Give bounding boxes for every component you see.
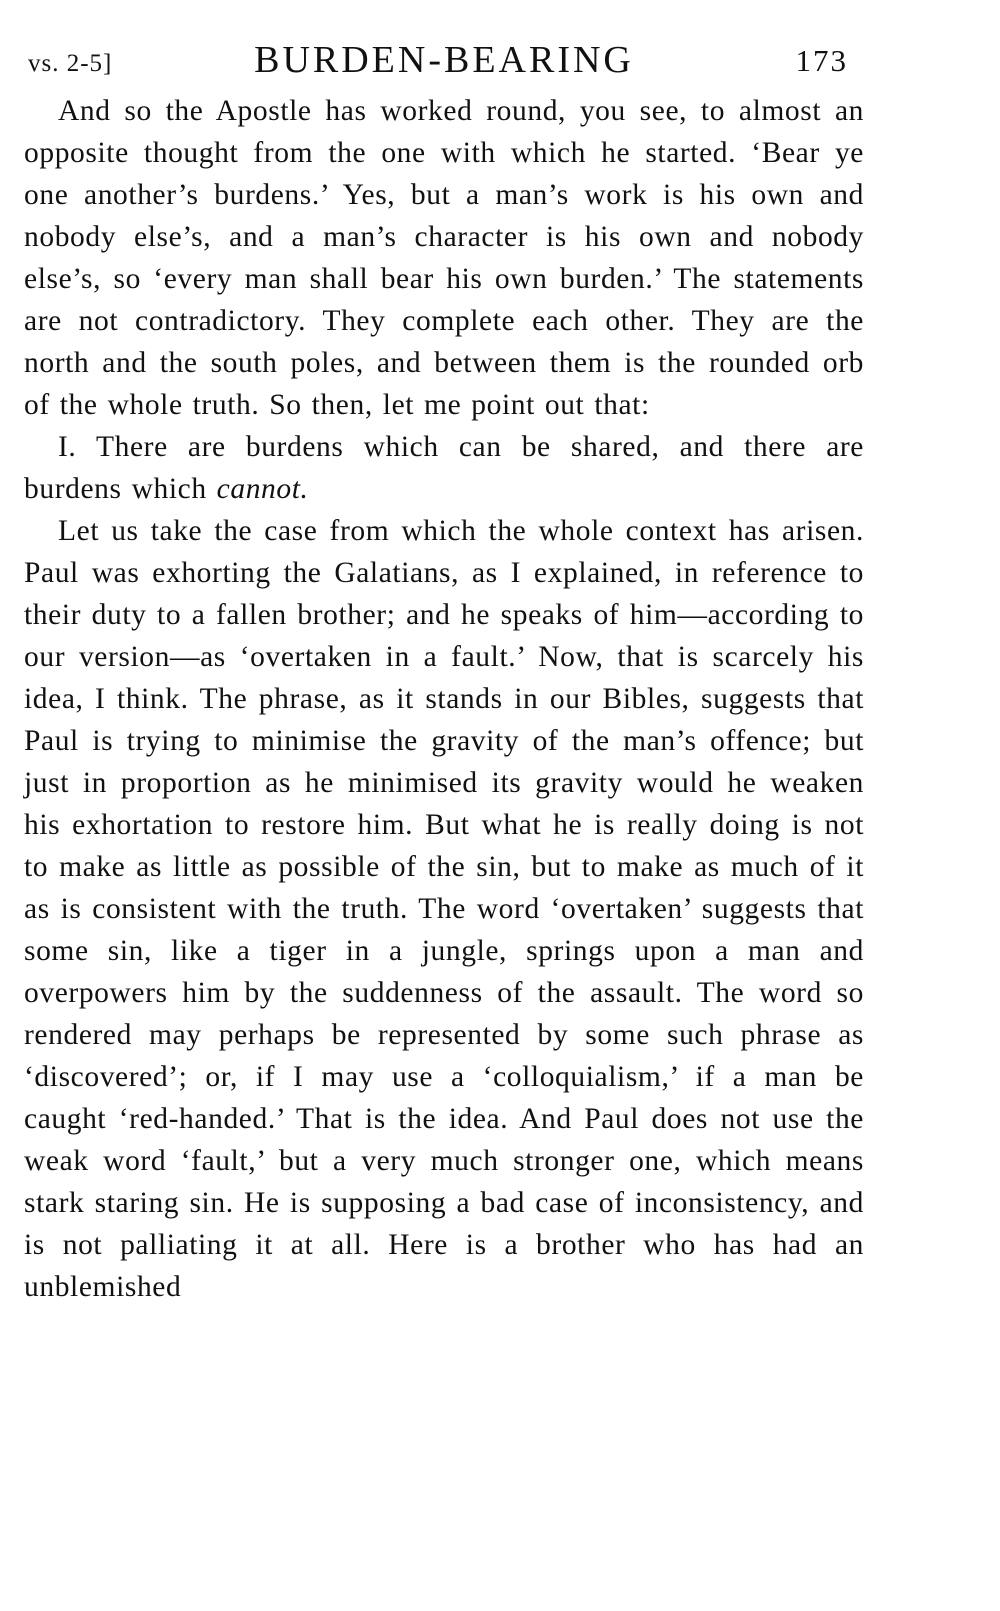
paragraph-2-text: I. There are burdens which can be shared, and there are burdens which <box>24 431 864 505</box>
page-title: BURDEN-BEARING <box>254 39 634 81</box>
running-header <box>24 30 864 90</box>
paragraph-2-emphasis: cannot. <box>216 473 309 505</box>
verse-reference: vs. 2-5] <box>28 50 113 77</box>
paragraph-1: And so the Apostle has worked round, you see, to almost an opposite thought from the one with which he started. ‘Bear ye one another’s burdens.’ Yes, but a man’s work is his own and nobody else’s, and a man’s character is his own and nobody else’s, so ‘every man shall bear his own burden.’ The statements are not contradictory. They complete each other. They are the north and the south poles, and between them is the rounded orb of the whole truth. So then, let me point out that: <box>24 95 864 421</box>
book-page <box>24 30 864 1308</box>
paragraph-2 <box>24 426 864 510</box>
paragraph-3: Let us take the case from which the whole context has arisen. Paul was exhorting the Galatians, as I explained, in reference to their duty to a fallen brother; and he speaks of him—according to our version—as ‘overtaken in a fault.’ Now, that is scarcely his idea, I think. The phrase, as it stands in our Bibles, suggests that Paul is trying to minimise the gravity of the man’s offence; but just in proportion as he minimised its gravity would he weaken his exhortation to restore him. But what he is really doing is not to make as little as possible of the sin, but to make as much of it as is consistent with the truth. The word ‘overtaken’ suggests that some sin, like a tiger in a jungle, springs upon a man and overpowers him by the suddenness of the assault. The word so rendered may perhaps be represented by some such phrase as ‘discovered’; or, if I may use a ‘colloquialism,’ if a man be caught ‘red-handed.’ That is the idea. And Paul does not use the weak word ‘fault,’ but a very much stronger one, which means stark staring sin. He is supposing a bad case of inconsistency, and is not palliating it at all. Here is a brother who has had an unblemished <box>24 515 864 1303</box>
body-text <box>24 90 864 1308</box>
page-number: 173 <box>795 43 848 78</box>
